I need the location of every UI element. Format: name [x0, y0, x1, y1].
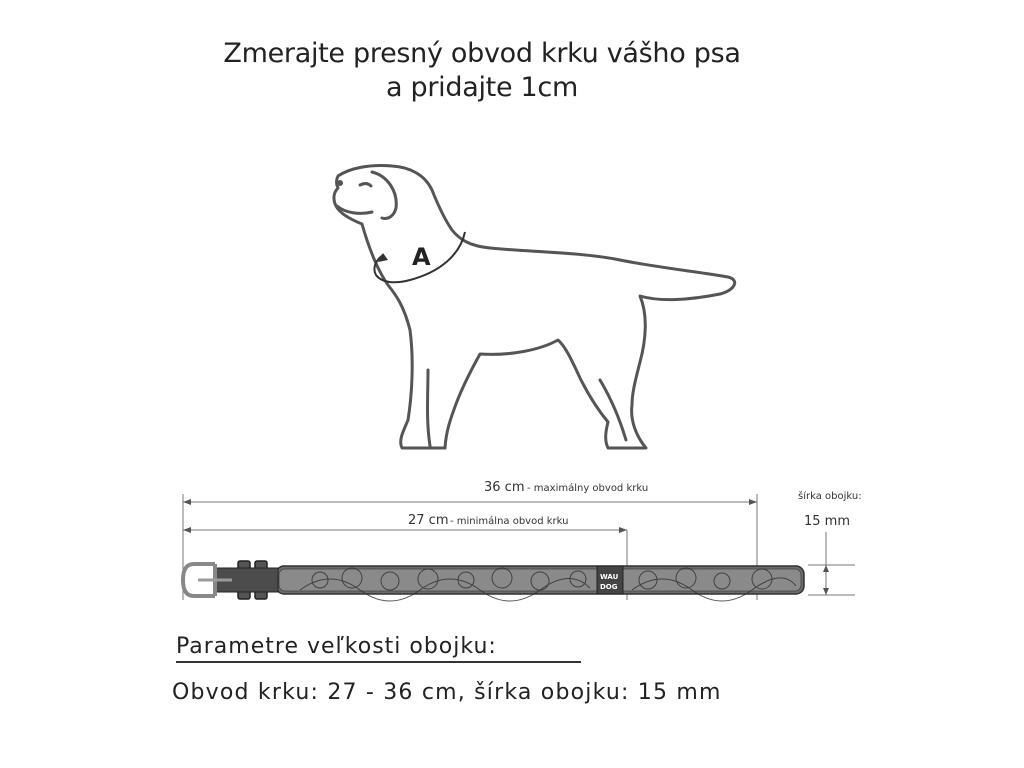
- brand-tag-line-2: DOG: [600, 583, 618, 591]
- collar-width-value: 15 mm: [804, 514, 851, 529]
- dog-illustration: [334, 165, 735, 448]
- max-circumference-value: 36 cm: [484, 480, 525, 495]
- page-title-line-1: Zmerajte presný obvod krku vášho psa: [223, 38, 741, 69]
- measure-marker-label: A: [412, 243, 431, 271]
- page-title-line-2: a pridajte 1cm: [386, 72, 578, 103]
- brand-tag-line-1: WAU: [600, 573, 619, 581]
- min-circumference-label: - minimálna obvod krku: [450, 516, 569, 527]
- size-parameters-details: Obvod krku: 27 - 36 cm, šírka obojku: 15 mm: [172, 680, 722, 705]
- collar-width-label: šírka obojku:: [798, 491, 862, 502]
- size-parameters-heading: Parametre veľkosti obojku:: [176, 634, 497, 659]
- collar-illustration: [214, 561, 804, 601]
- heading-underline: [176, 661, 581, 663]
- max-circumference-label: - maximálny obvod krku: [527, 483, 649, 494]
- min-circumference-value: 27 cm: [408, 513, 449, 528]
